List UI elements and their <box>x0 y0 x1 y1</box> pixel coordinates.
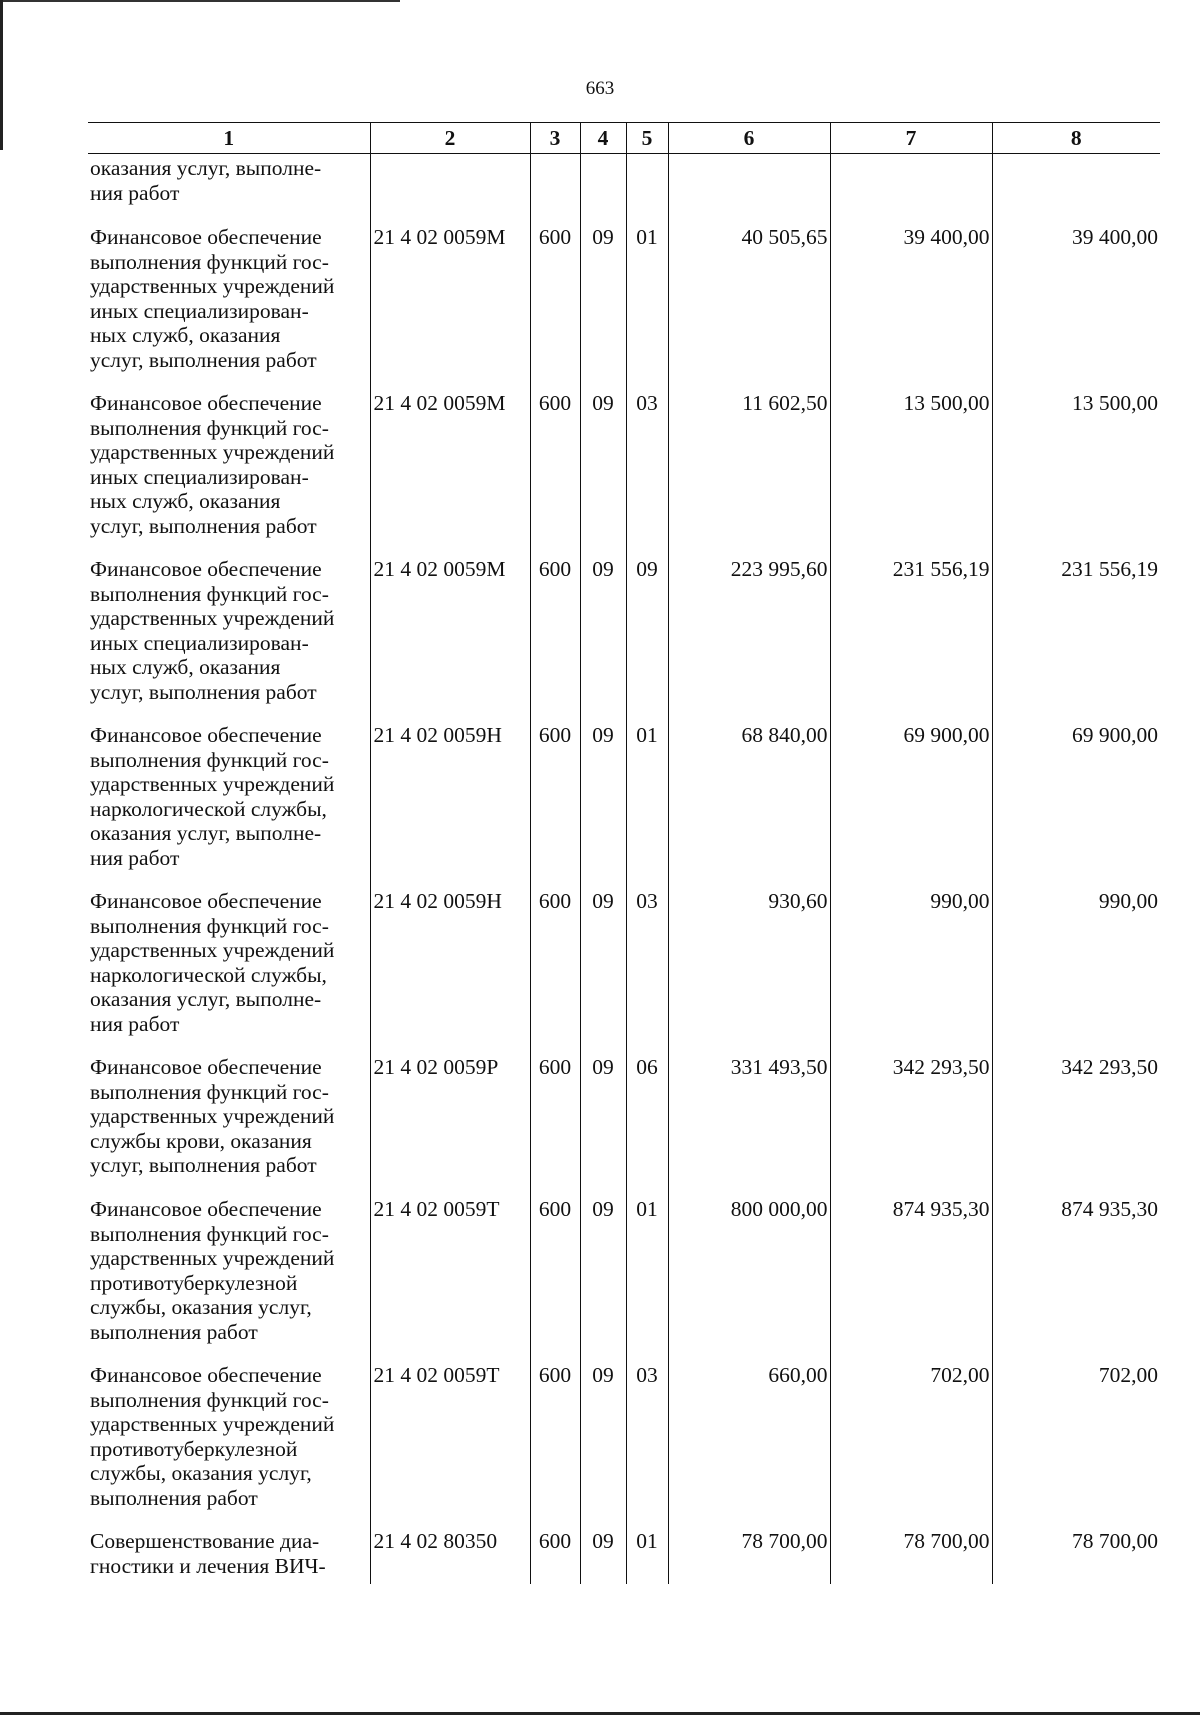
row-code: 21 4 02 0059Т <box>370 1361 530 1527</box>
header-col-7: 7 <box>830 123 992 154</box>
row-col-7 <box>830 154 992 224</box>
table-row <box>88 555 1160 721</box>
row-col-8: 39 400,00 <box>992 223 1160 389</box>
row-col-6: 40 505,65 <box>668 223 830 389</box>
header-col-8: 8 <box>992 123 1160 154</box>
row-name: Финансовое обеспечение выполнения функций гос- ударственных учреждений противотуберкулезной службы, оказания услуг, выполнения работ <box>90 1363 335 1510</box>
row-col-7: 13 500,00 <box>830 389 992 555</box>
row-name: оказания услуг, выполне- ния работ <box>90 156 322 205</box>
row-col-7: 69 900,00 <box>830 721 992 887</box>
table-row <box>88 389 1160 555</box>
row-col-7: 342 293,50 <box>830 1053 992 1195</box>
row-col-6: 223 995,60 <box>668 555 830 721</box>
row-col-6: 930,60 <box>668 887 830 1053</box>
row-name: Финансовое обеспечение выполнения функций гос- ударственных учреждений службы крови, оказания услуг, выполнения работ <box>90 1055 335 1177</box>
row-col-3 <box>530 154 580 224</box>
row-col-7: 39 400,00 <box>830 223 992 389</box>
row-col-3: 600 <box>530 721 580 887</box>
row-name: Финансовое обеспечение выполнения функций гос- ударственных учреждений иных специализирован- ных служб, оказания услуг, выполнения работ <box>90 225 335 372</box>
row-col-4: 09 <box>580 389 626 555</box>
row-col-4: 09 <box>580 1053 626 1195</box>
row-col-8: 342 293,50 <box>992 1053 1160 1195</box>
row-col-7: 990,00 <box>830 887 992 1053</box>
row-col-4: 09 <box>580 1527 626 1584</box>
row-col-3: 600 <box>530 1527 580 1584</box>
row-col-5: 09 <box>626 555 668 721</box>
table-row <box>88 1195 1160 1361</box>
row-col-7: 874 935,30 <box>830 1195 992 1361</box>
row-col-5: 01 <box>626 721 668 887</box>
row-col-3: 600 <box>530 555 580 721</box>
table-row <box>88 1053 1160 1195</box>
header-col-5: 5 <box>626 123 668 154</box>
row-col-5: 03 <box>626 1361 668 1527</box>
row-col-3: 600 <box>530 223 580 389</box>
row-col-5: 03 <box>626 389 668 555</box>
table-row <box>88 1361 1160 1527</box>
row-col-4: 09 <box>580 721 626 887</box>
row-col-3: 600 <box>530 1361 580 1527</box>
row-col-4: 09 <box>580 555 626 721</box>
header-row <box>88 123 1160 154</box>
row-name: Финансовое обеспечение выполнения функций гос- ударственных учреждений противотуберкулезной службы, оказания услуг, выполнения работ <box>90 1197 335 1344</box>
row-code: 21 4 02 0059М <box>370 555 530 721</box>
row-col-7: 231 556,19 <box>830 555 992 721</box>
row-col-8 <box>992 154 1160 224</box>
scan-edge-bottom <box>0 1712 1200 1715</box>
row-code <box>370 154 530 224</box>
row-col-4 <box>580 154 626 224</box>
row-code: 21 4 02 0059Н <box>370 721 530 887</box>
row-col-3: 600 <box>530 389 580 555</box>
row-code: 21 4 02 0059М <box>370 223 530 389</box>
row-col-5: 06 <box>626 1053 668 1195</box>
row-name: Совершенствование диа- гностики и лечения ВИЧ- <box>90 1529 326 1578</box>
budget-table <box>88 122 1160 1584</box>
row-col-3: 600 <box>530 1195 580 1361</box>
scan-edge-left <box>0 0 3 150</box>
row-col-4: 09 <box>580 223 626 389</box>
row-col-5 <box>626 154 668 224</box>
row-col-6: 800 000,00 <box>668 1195 830 1361</box>
row-name: Финансовое обеспечение выполнения функций гос- ударственных учреждений иных специализирован- ных служб, оказания услуг, выполнения работ <box>90 557 335 704</box>
row-name: Финансовое обеспечение выполнения функций гос- ударственных учреждений иных специализирован- ных служб, оказания услуг, выполнения работ <box>90 391 335 538</box>
table-row <box>88 223 1160 389</box>
row-col-8: 231 556,19 <box>992 555 1160 721</box>
row-code: 21 4 02 0059М <box>370 389 530 555</box>
row-code: 21 4 02 0059Н <box>370 887 530 1053</box>
row-col-5: 01 <box>626 1527 668 1584</box>
table-row <box>88 154 1160 224</box>
row-col-7: 702,00 <box>830 1361 992 1527</box>
table-row <box>88 721 1160 887</box>
row-col-6: 68 840,00 <box>668 721 830 887</box>
row-col-8: 69 900,00 <box>992 721 1160 887</box>
row-code: 21 4 02 0059Т <box>370 1195 530 1361</box>
row-col-4: 09 <box>580 1361 626 1527</box>
row-col-6: 78 700,00 <box>668 1527 830 1584</box>
row-name: Финансовое обеспечение выполнения функций гос- ударственных учреждений наркологической службы, оказания услуг, выполне- ния работ <box>90 723 335 870</box>
scan-edge-top <box>0 0 400 2</box>
row-col-6: 11 602,50 <box>668 389 830 555</box>
page-number: 663 <box>585 78 615 99</box>
row-col-8: 78 700,00 <box>992 1527 1160 1584</box>
header-col-1: 1 <box>88 123 370 154</box>
row-col-5: 01 <box>626 1195 668 1361</box>
row-col-6: 331 493,50 <box>668 1053 830 1195</box>
header-col-3: 3 <box>530 123 580 154</box>
table-row <box>88 1527 1160 1584</box>
row-col-4: 09 <box>580 1195 626 1361</box>
row-col-6: 660,00 <box>668 1361 830 1527</box>
header-col-4: 4 <box>580 123 626 154</box>
row-name: Финансовое обеспечение выполнения функций гос- ударственных учреждений наркологической службы, оказания услуг, выполне- ния работ <box>90 889 335 1036</box>
row-col-7: 78 700,00 <box>830 1527 992 1584</box>
row-code: 21 4 02 80350 <box>370 1527 530 1584</box>
row-col-8: 13 500,00 <box>992 389 1160 555</box>
row-col-6 <box>668 154 830 224</box>
row-col-8: 874 935,30 <box>992 1195 1160 1361</box>
row-col-8: 990,00 <box>992 887 1160 1053</box>
table-row <box>88 887 1160 1053</box>
row-col-8: 702,00 <box>992 1361 1160 1527</box>
header-col-2: 2 <box>370 123 530 154</box>
header-col-6: 6 <box>668 123 830 154</box>
row-col-3: 600 <box>530 887 580 1053</box>
row-col-3: 600 <box>530 1053 580 1195</box>
row-col-5: 03 <box>626 887 668 1053</box>
row-col-5: 01 <box>626 223 668 389</box>
row-col-4: 09 <box>580 887 626 1053</box>
row-code: 21 4 02 0059Р <box>370 1053 530 1195</box>
